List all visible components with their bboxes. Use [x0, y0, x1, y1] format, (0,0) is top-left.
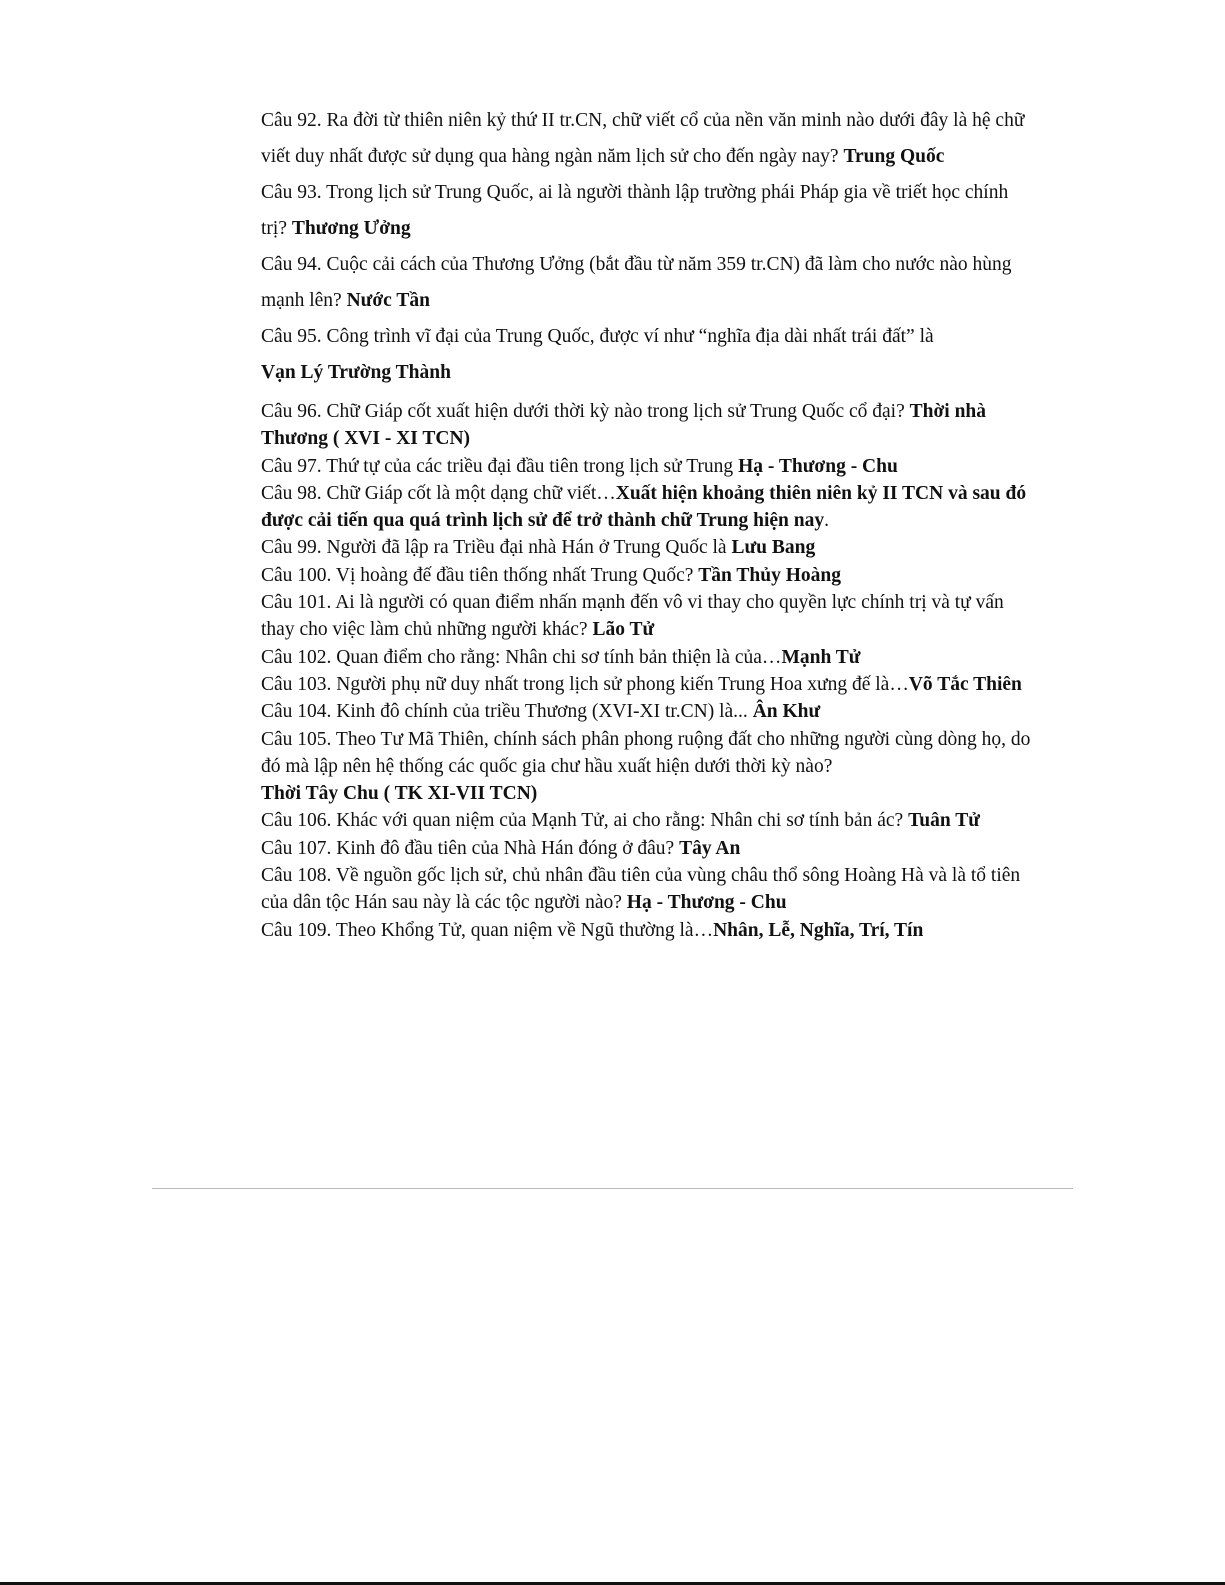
- question-answer: Vạn Lý Trường Thành: [261, 362, 451, 383]
- question-text: Câu 104. Kinh đô chính của triều Thương (XVI-XI tr.CN) là...: [261, 701, 753, 723]
- question-text: Câu 94. Cuộc cải cách của Thương Ưởng (bắt đầu từ năm 359 tr.CN) đã làm cho nước nào hùng mạnh lên?: [261, 254, 1012, 311]
- question-answer: Thời nhà Thương ( XVI - XI TCN): [261, 401, 987, 450]
- question-answer: Hạ - Thương - Chu: [626, 892, 787, 914]
- question-101: [261, 589, 1031, 644]
- question-text: Câu 108. Về nguồn gốc lịch sử, chủ nhân đầu tiên của vùng châu thổ sông Hoàng Hà và là tổ tiên của dân tộc Hán sau này là các tộc người nào?: [261, 865, 1021, 914]
- question-text: Câu 106. Khác với quan niệm của Mạnh Tử, ai cho rằng: Nhân chi sơ tính bản ác?: [261, 810, 909, 832]
- question-100: [261, 562, 1031, 589]
- question-text: Câu 101. Ai là người có quan điểm nhấn mạnh đến vô vi thay cho quyền lực chính trị và tự vấn thay cho việc làm chủ những người khác?: [261, 592, 1004, 641]
- question-94: [261, 247, 1031, 319]
- question-108: [261, 862, 1031, 917]
- question-answer: Tuân Tử: [908, 810, 980, 832]
- question-text: Câu 102. Quan điểm cho rằng: Nhân chi sơ tính bản thiện là của…: [261, 646, 782, 668]
- question-text: Câu 107. Kinh đô đầu tiên của Nhà Hán đóng ở đâu?: [261, 837, 680, 859]
- question-text: Câu 92. Ra đời từ thiên niên kỷ thứ II tr.CN, chữ viết cổ của nền văn minh nào dưới đây là hệ chữ viết duy nhất được sử dụng qua hàng ngàn năm lịch sử cho đến ngày nay?: [261, 110, 1025, 167]
- question-suffix: .: [824, 510, 829, 532]
- question-text: Câu 93. Trong lịch sử Trung Quốc, ai là người thành lập trường phái Pháp gia về triết học chính trị?: [261, 182, 1009, 239]
- question-105: [261, 726, 1031, 808]
- question-answer: Lưu Bang: [731, 537, 816, 559]
- question-answer: Ân Khư: [752, 701, 821, 723]
- question-text: Câu 98. Chữ Giáp cốt là một dạng chữ viết…: [261, 482, 616, 504]
- question-text: Câu 99. Người đã lập ra Triều đại nhà Hán ở Trung Quốc là: [261, 537, 732, 559]
- question-text: Câu 95. Công trình vĩ đại của Trung Quốc, được ví như “nghĩa địa dài nhất trái đất” là: [261, 326, 934, 347]
- question-95: [261, 319, 1031, 391]
- question-answer: Thương Ưởng: [291, 218, 411, 239]
- question-99: [261, 534, 1031, 561]
- question-answer: Võ Tắc Thiên: [908, 673, 1022, 695]
- question-answer: Nước Tần: [346, 290, 430, 311]
- question-104: [261, 698, 1031, 725]
- question-answer: Xuất hiện khoảng thiên niên kỷ II TCN và sau đó được cải tiến qua quá trình lịch sử để trở thành chữ Trung hiện nay: [261, 482, 1027, 532]
- question-103: [261, 671, 1031, 698]
- question-96: [261, 398, 1031, 453]
- question-102: [261, 644, 1031, 671]
- question-answer: Tây An: [679, 837, 741, 859]
- question-text: Câu 96. Chữ Giáp cốt xuất hiện dưới thời kỳ nào trong lịch sử Trung Quốc cổ đại?: [261, 401, 910, 422]
- question-text: Câu 100. Vị hoàng đế đầu tiên thống nhất Trung Quốc?: [261, 564, 699, 586]
- question-list: [261, 103, 1031, 944]
- question-text: Câu 97. Thứ tự của các triều đại đầu tiên trong lịch sử Trung: [261, 455, 739, 477]
- question-answer: Tần Thủy Hoàng: [698, 564, 841, 586]
- question-answer: Nhân, Lễ, Nghĩa, Trí, Tín: [713, 919, 924, 941]
- question-text: Câu 109. Theo Khổng Tử, quan niệm về Ngũ thường là…: [261, 919, 714, 941]
- question-92: [261, 103, 1031, 175]
- question-98: [261, 480, 1031, 535]
- page-divider: [152, 1188, 1073, 1189]
- question-answer: Mạnh Tử: [781, 646, 861, 668]
- question-93: [261, 175, 1031, 247]
- question-106: [261, 807, 1031, 834]
- question-109: [261, 917, 1031, 944]
- question-text: Câu 105. Theo Tư Mã Thiên, chính sách phân phong ruộng đất cho những người cùng dòng họ, do đó mà lập nên hệ thống các quốc gia chư hầu xuất hiện dưới thời kỳ nào?: [261, 728, 1031, 777]
- question-97: [261, 453, 1031, 480]
- question-answer: Lão Tử: [592, 619, 655, 641]
- question-107: [261, 835, 1031, 862]
- question-answer: Hạ - Thương - Chu: [738, 455, 898, 477]
- question-answer: Trung Quốc: [843, 146, 945, 167]
- question-answer: Thời Tây Chu ( TK XI-VII TCN): [261, 783, 538, 805]
- question-text: Câu 103. Người phụ nữ duy nhất trong lịch sử phong kiến Trung Hoa xưng đế là…: [261, 673, 909, 695]
